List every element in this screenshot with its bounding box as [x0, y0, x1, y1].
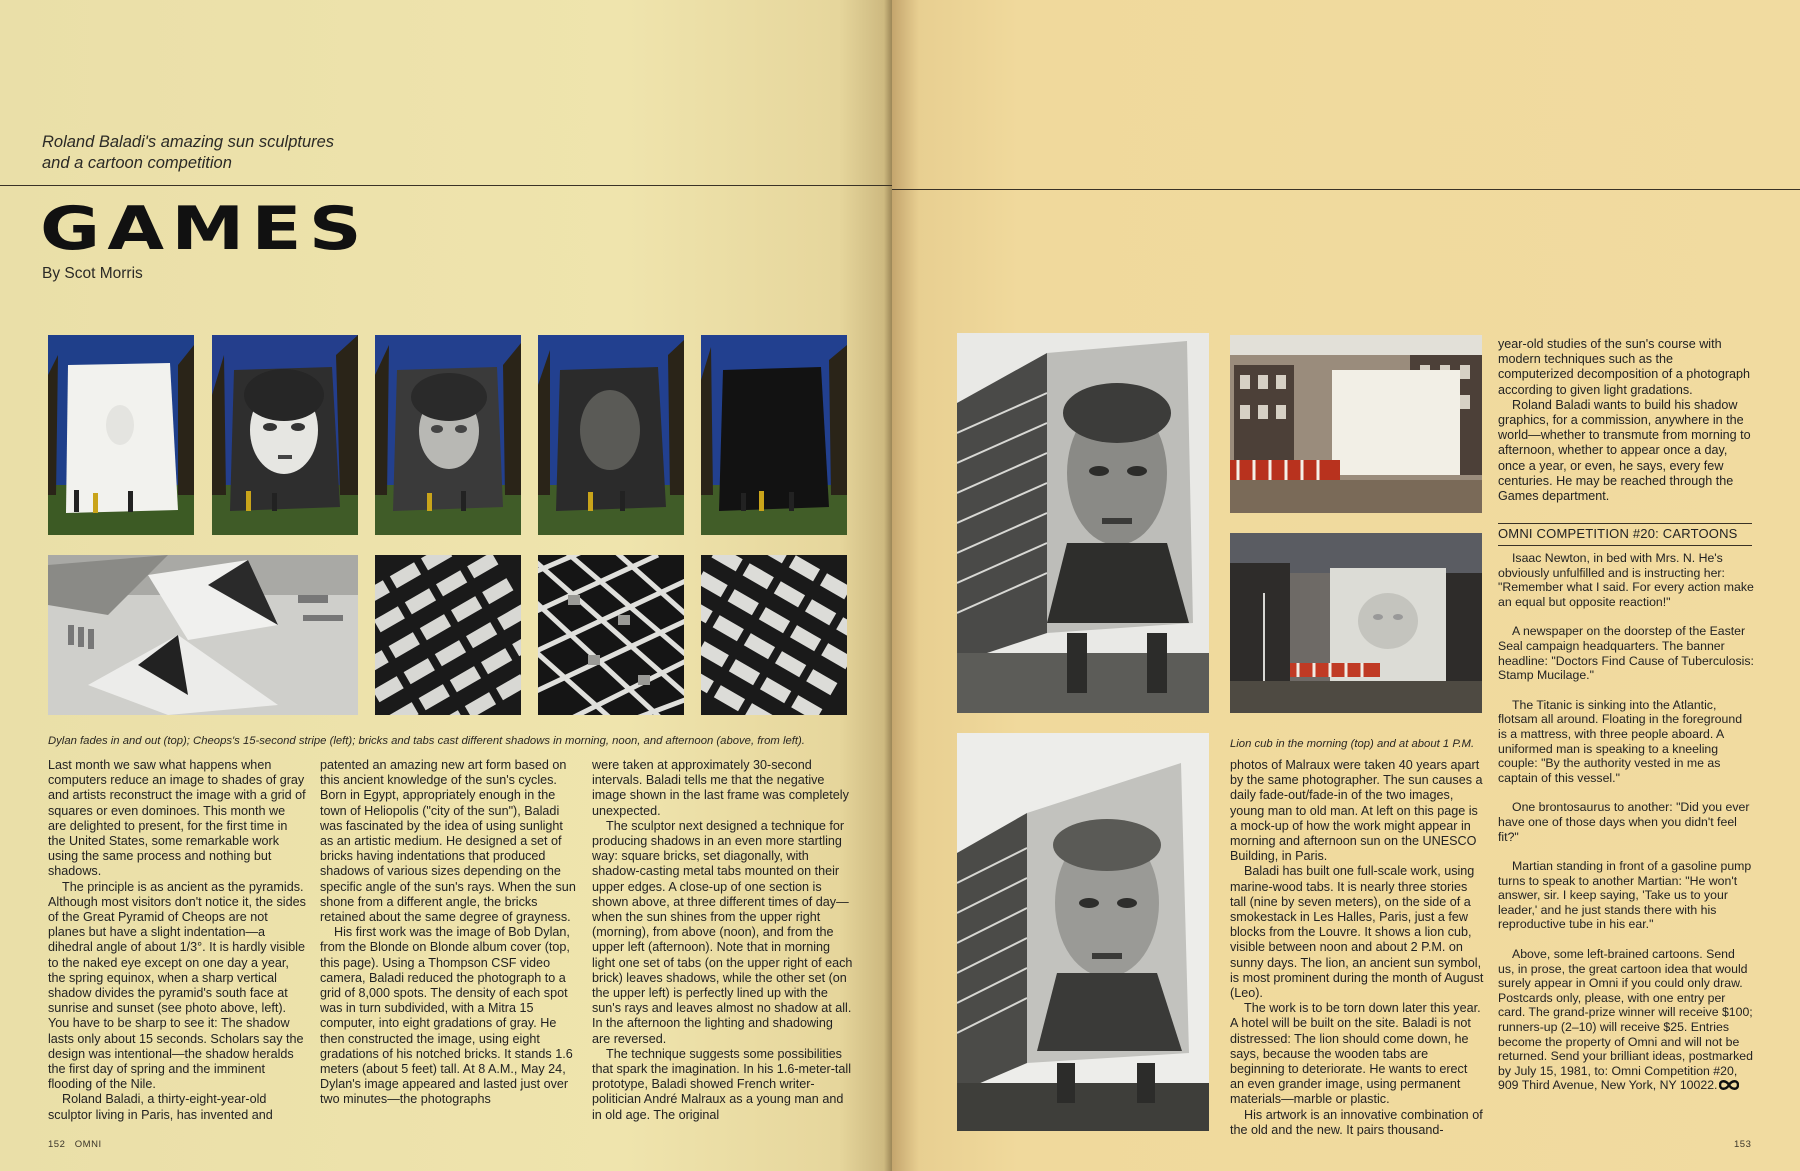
- paragraph: His artwork is an innovative combination of the old and the new. It pairs thousand-: [1230, 1107, 1483, 1136]
- photo-bricks-noon: [538, 555, 684, 715]
- paragraph: photos of Malraux were taken 40 years apart by the same photographer. The sun causes a daily fade-out/fade-in of the two images, young man to old man. At left on this page is a mock-up of how the work might appear in morning and afternoon sun on the UNESCO Building, in Paris.: [1230, 758, 1483, 864]
- paragraph: The sculptor next designed a technique for producing shadows in an even more startling way: square bricks, set diagonally, with shadow-casting metal tabs mounted on their upper edges. A close-up of one section is shown above, at three different times of day—when the sun shines from the upper right (morning), from above (noon), and from the upper left (afternoon). Note that in morning light one set of tabs (on the upper right of each brick) leaves shadows, while the other set (on the upper left) is perfectly lined up with the sun's rays and leaves almost no shadow at all. In the afternoon the lighting and shadowing are reversed.: [592, 818, 853, 1046]
- competition-entry: One brontosaurus to another: "Did you ever have one of those days when you didn't feel fit?": [1498, 800, 1750, 844]
- photo-dylan-fade-5: [701, 335, 847, 535]
- photo-caption-right: Lion cub in the morning (top) and at about 1 P.M.: [1230, 738, 1475, 750]
- competition-heading: OMNI COMPETITION #20: CARTOONS: [1498, 526, 1738, 541]
- photo-malraux-old: [957, 733, 1209, 1131]
- photo-pyramid-aerial: [48, 555, 358, 715]
- kicker: [42, 132, 334, 174]
- competition-column: [1498, 551, 1754, 1141]
- paragraph: Roland Baladi, a thirty-eight-year-old sculptor living in Paris, has invented and: [48, 1092, 273, 1122]
- body-column-1: [48, 758, 306, 1136]
- paragraph: The technique suggests some possibilities that spark the imagination. In his 1.6-meter-tall prototype, Baladi showed French writer-politician André Malraux as a young man and in old age. The original: [592, 1046, 851, 1122]
- header-rule: [0, 185, 892, 186]
- paragraph: patented an amazing new art form based on this ancient knowledge of the sun's cycles. Born in Egypt, appropriately enough in the town of Heliopolis ("city of the sun"), Baladi was fascinated by the idea of using sunlight as an artistic medium. He designed a set of bricks having indentations that produced shadows of various sizes depending on the specific angle of the sun's rays. When the sun shone from a different angle, the bricks retained about the same degree of grayness.: [320, 758, 576, 925]
- photo-lion-afternoon: [1230, 533, 1482, 713]
- competition-entry: A newspaper on the doorstep of the Easter Seal campaign headquarters. The banner headline: "Doctors Find Cause of Tuberculosis: Stamp Mucilage.": [1498, 624, 1754, 683]
- folio-left: [48, 1139, 102, 1150]
- photo-dylan-fade-1: [48, 335, 194, 535]
- right-page: [892, 0, 1800, 1171]
- left-page: [0, 0, 892, 1171]
- paragraph: were taken at approximately 30-second intervals. Baladi tells me that the negative image shown in the last frame was completely unexpected.: [592, 758, 849, 818]
- photo-lion-morning: [1230, 335, 1482, 513]
- page-number: 152: [48, 1139, 66, 1150]
- paragraph: The work is to be torn down later this year. A hotel will be built on the site. Baladi is not distressed: The lion should come down, he says, because the wooden tabs are beginning to deteriorate. He wants to erect an even grander image, using permanent materials—marble or plastic.: [1230, 1001, 1481, 1107]
- paragraph: Roland Baladi wants to build his shadow graphics, for a commission, anywhere in the world—whether to transmute from morning to afternoon, whether to appear once a day, once a year, or even, he says, every few centuries. He may be reached through the Games department.: [1498, 397, 1751, 504]
- paragraph: His first work was the image of Bob Dylan, from the Blonde on Blonde album cover (top, this page). Using a Thompson CSF video camera, Baladi reduced the photograph to a grid of 8,000 spots. The density of each spot was in turn subdivided, with a Mitra 15 computer, into eight gradations of gray. He then constructed the image, using eight gradations of his notched bricks. It stands 1.6 meters (about 5 feet) tall. At 8 A.M., May 24, Dylan's image appeared and lasted just over two minutes—the photographs: [320, 925, 573, 1107]
- competition-entry: The Titanic is sinking into the Atlantic, flotsam all around. Floating in the foreground is a mattress, with three people aboard. A uniformed man is speaking to a kneeling couple: "By the authority vested in me as captain of this vessel.": [1498, 697, 1743, 785]
- photo-malraux-young: [957, 333, 1209, 713]
- competition-entry: Isaac Newton, in bed with Mrs. N. He's obviously unfulfilled and is instructing her: "Remember what I said. For every action make an equal but opposite reaction!": [1498, 551, 1754, 609]
- photo-dylan-fade-3: [375, 335, 521, 535]
- competition-rule-top: [1498, 523, 1752, 524]
- competition-rule-bottom: [1498, 545, 1752, 546]
- photo-bricks-afternoon: [701, 555, 847, 715]
- folio-right: 153: [1734, 1139, 1752, 1150]
- page-title: GAMES: [40, 194, 369, 264]
- photo-caption-left: Dylan fades in and out (top); Cheops's 15-second stripe (left); bricks and tabs cast different shadows in morning, noon, and afternoon (above, from left).: [48, 735, 805, 747]
- photo-bricks-morning: [375, 555, 521, 715]
- photo-dylan-fade-4: [538, 335, 684, 535]
- competition-entry: Martian standing in front of a gasoline pump turns to speak to another Martian: "He won't answer, sir. I keep saying, 'Take us to your leader,' and he just stands there with his reproductive tube in his ear.": [1498, 859, 1752, 932]
- paragraph: year-old studies of the sun's course with modern techniques such as the computerized decomposition of a photograph according to given light gradations.: [1498, 337, 1751, 397]
- body-column-4: [1230, 758, 1484, 1136]
- paragraph: The principle is as ancient as the pyramids. Although most visitors don't notice it, the sides of the Great Pyramid of Cheops are not planes but have a slight indentation—a dihedral angle of about 1/3°. It is hardly visible to the naked eye except on one day a year, the spring equinox, when a sharp vertical shadow divides the pyramid's south face at sunrise and sunset (see photo above, left). You have to be sharp to see it: The shadow lasts only about 15 seconds. Scholars say the design was intentional—the shadow heralds the first day of spring and the imminent flooding of the Nile.: [48, 879, 306, 1092]
- kicker-line-2: and a cartoon competition: [42, 154, 232, 172]
- header-rule-right: [892, 189, 1800, 190]
- body-column-3: [592, 758, 854, 1136]
- paragraph: Last month we saw what happens when computers reduce an image to shades of gray and artists reconstruct the image with a grid of squares or even dominoes. This month we are delighted to present, for the first time in the United States, some remarkable work using the same process and nothing but shadows.: [48, 758, 306, 879]
- magazine-name: OMNI: [74, 1139, 102, 1150]
- body-column-2: [320, 758, 578, 1136]
- competition-rules-text: Above, some left-brained cartoons. Send us, in prose, the great cartoon idea that would surely appear in Omni if you could only draw. Postcards only, please, with one entry per card. The grand-prize winner will receive $100; runners-up (2–10) will receive $25. Entries become the property of Omni and will not be returned. Send your brilliant ideas, postmarked by July 15, 1981, to: Omni Competition #20, 909 Third Avenue, New York, NY 10022.: [1498, 947, 1753, 1093]
- competition-rules: [1498, 947, 1754, 1093]
- photo-dylan-fade-2: [212, 335, 358, 535]
- paragraph: Baladi has built one full-scale work, using marine-wood tabs. It is nearly three stories tall (nine by seven meters), on the side of a smokestack in Les Halles, Paris, just a few blocks from the Louvre. It shows a lion cub, visible between noon and about 2 P.M. on sunny days. The lion, an ancient sun symbol, is most prominent during the month of August (Leo).: [1230, 864, 1484, 1001]
- infinity-icon: [1719, 1080, 1739, 1090]
- byline: By Scot Morris: [42, 265, 143, 282]
- kicker-line-1: Roland Baladi's amazing sun sculptures: [42, 133, 335, 151]
- body-column-5-top: [1498, 337, 1752, 513]
